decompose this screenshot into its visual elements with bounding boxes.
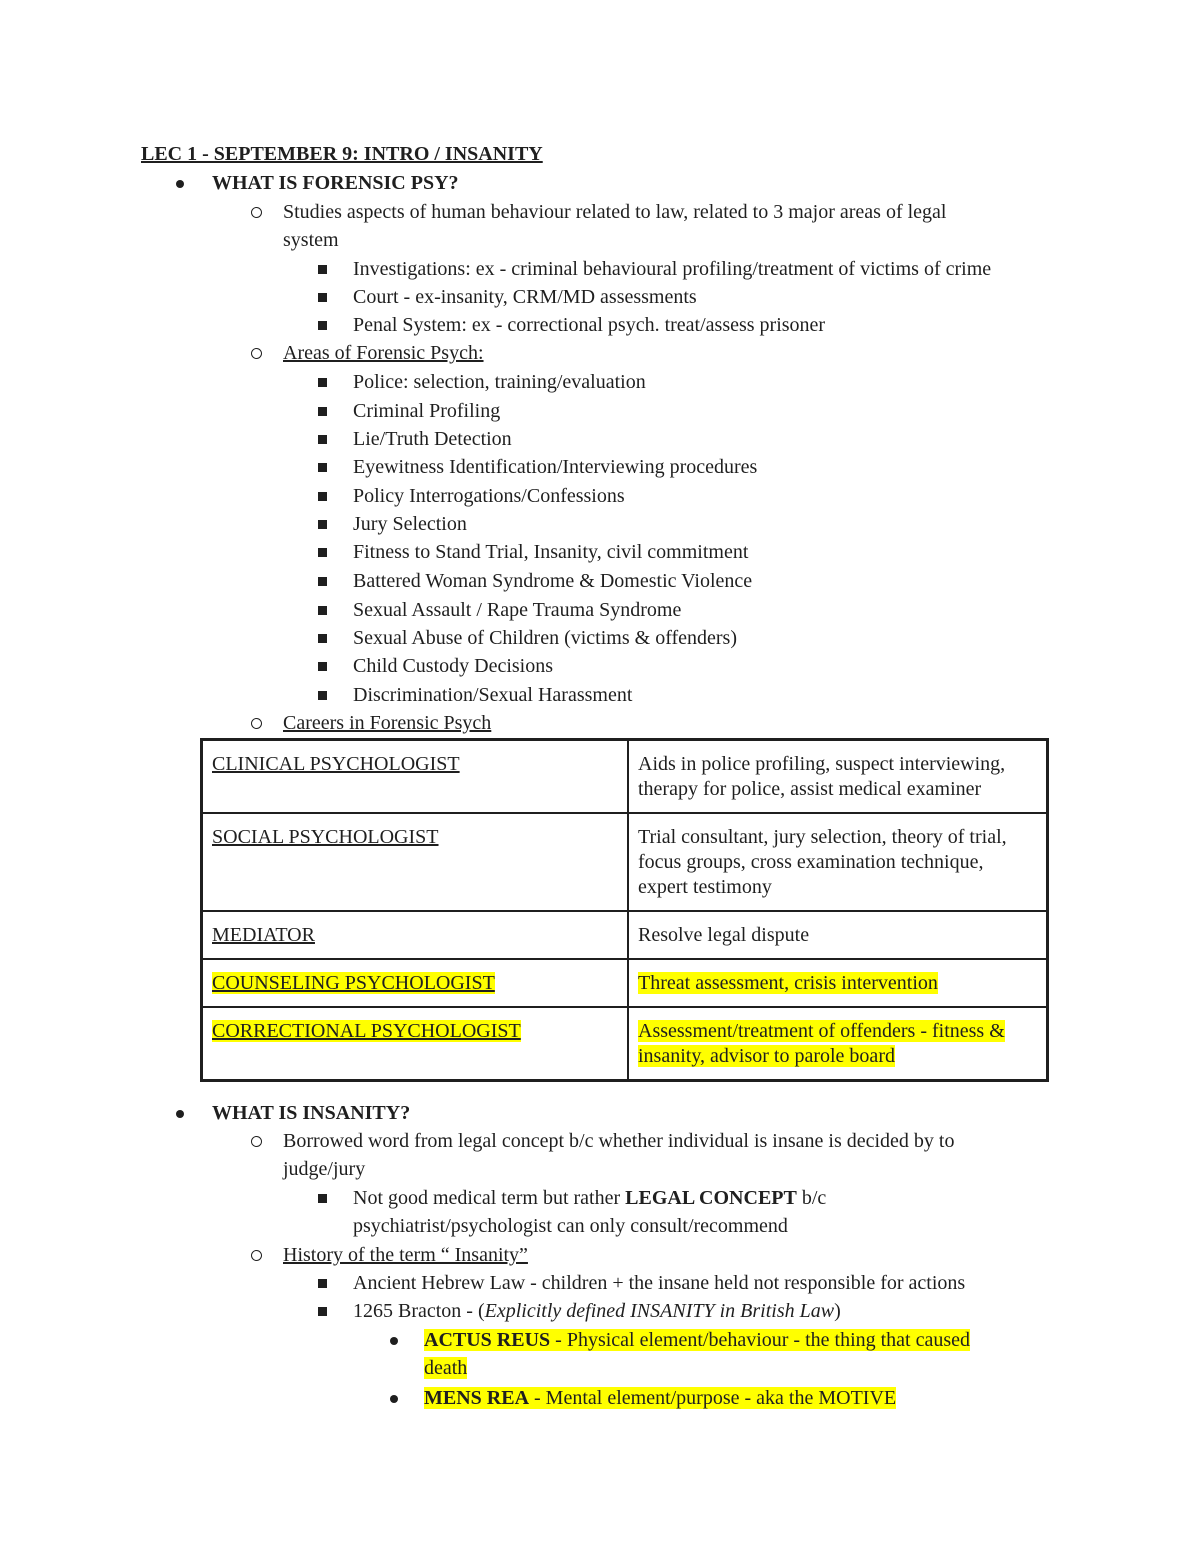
medical-text-end: b/c bbox=[796, 1187, 827, 1209]
bullet-square-icon bbox=[318, 634, 327, 643]
table-cell-role bbox=[202, 911, 629, 959]
medical-term-line-1 bbox=[353, 1184, 826, 1212]
list-item: Sexual Abuse of Children (victims & offenders) bbox=[353, 627, 738, 649]
list-item: Eyewitness Identification/Interviewing procedures bbox=[353, 456, 758, 478]
mens-rea-desc: - Mental element/purpose - aka the MOTIVE bbox=[529, 1387, 897, 1409]
bullet-square-icon bbox=[318, 1307, 327, 1316]
table-cell-desc bbox=[628, 959, 1048, 1007]
bullet-square-icon bbox=[318, 378, 327, 387]
career-desc: Trial consultant, jury selection, theory of trial, focus groups, cross examination technique, expert testimony bbox=[638, 826, 1007, 898]
bullet-square-icon bbox=[318, 520, 327, 529]
career-desc: Assessment/treatment of offenders - fitness & insanity, advisor to parole board bbox=[638, 1020, 1005, 1067]
bullet-filled-icon bbox=[390, 1337, 398, 1345]
bracton-italic-text: Explicitly defined INSANITY in British Law bbox=[484, 1300, 835, 1322]
table-cell-role bbox=[202, 813, 629, 911]
career-role: CORRECTIONAL PSYCHOLOGIST bbox=[212, 1020, 521, 1042]
actus-reus-desc-end: death bbox=[424, 1357, 468, 1379]
list-item: Policy Interrogations/Confessions bbox=[353, 485, 625, 507]
table-cell-desc bbox=[628, 911, 1048, 959]
bracton-text-end: ) bbox=[834, 1300, 841, 1322]
table-cell-role bbox=[202, 959, 629, 1007]
career-role: MEDIATOR bbox=[212, 924, 315, 946]
table-row bbox=[202, 740, 1048, 814]
bullet-square-icon bbox=[318, 293, 327, 302]
medical-text: Not good medical term but rather bbox=[353, 1187, 626, 1209]
bullet-square-icon bbox=[318, 1279, 327, 1288]
bullet-hollow-icon bbox=[251, 1250, 262, 1261]
history-heading: History of the term “ Insanity” bbox=[283, 1244, 528, 1266]
actus-reus-line-1 bbox=[424, 1326, 970, 1354]
table-row bbox=[202, 959, 1048, 1007]
list-item: Lie/Truth Detection bbox=[353, 428, 512, 450]
table-cell-role bbox=[202, 1007, 629, 1081]
borrowed-line-2: judge/jury bbox=[283, 1158, 366, 1180]
bullet-square-icon bbox=[318, 548, 327, 557]
actus-reus-line-2 bbox=[424, 1354, 467, 1382]
definition-line-1: Studies aspects of human behaviour related to law, related to 3 major areas of legal bbox=[283, 201, 947, 223]
mens-rea-line bbox=[424, 1384, 896, 1412]
section-heading-insanity: WHAT IS INSANITY? bbox=[212, 1102, 411, 1124]
bullet-square-icon bbox=[318, 435, 327, 444]
bullet-square-icon bbox=[318, 1194, 327, 1203]
list-item: Penal System: ex - correctional psych. treat/assess prisoner bbox=[353, 314, 826, 336]
career-desc: Aids in police profiling, suspect interviewing, therapy for police, assist medical examiner bbox=[638, 753, 1006, 800]
career-role: CLINICAL PSYCHOLOGIST bbox=[212, 753, 460, 775]
borrowed-line-1: Borrowed word from legal concept b/c whether individual is insane is decided by to bbox=[283, 1130, 955, 1152]
list-item: Investigations: ex - criminal behavioural profiling/treatment of victims of crime bbox=[353, 258, 992, 280]
career-role: SOCIAL PSYCHOLOGIST bbox=[212, 826, 439, 848]
career-desc: Threat assessment, crisis intervention bbox=[638, 972, 938, 994]
table-row bbox=[202, 1007, 1048, 1081]
areas-heading: Areas of Forensic Psych: bbox=[283, 342, 484, 364]
medical-term-line-2: psychiatrist/psychologist can only consult/recommend bbox=[353, 1215, 788, 1237]
list-item: Battered Woman Syndrome & Domestic Violence bbox=[353, 570, 753, 592]
careers-heading: Careers in Forensic Psych bbox=[283, 712, 492, 734]
table-row bbox=[202, 911, 1048, 959]
bullet-square-icon bbox=[318, 407, 327, 416]
career-desc: Resolve legal dispute bbox=[638, 924, 810, 946]
bullet-hollow-icon bbox=[251, 1136, 262, 1147]
bullet-filled-icon bbox=[176, 180, 184, 188]
bullet-hollow-icon bbox=[251, 348, 262, 359]
list-item: Ancient Hebrew Law - children + the insane held not responsible for actions bbox=[353, 1272, 966, 1294]
bullet-square-icon bbox=[318, 492, 327, 501]
section-heading-forensic: WHAT IS FORENSIC PSY? bbox=[212, 172, 459, 194]
bullet-filled-icon bbox=[176, 1110, 184, 1118]
bullet-square-icon bbox=[318, 606, 327, 615]
bullet-square-icon bbox=[318, 321, 327, 330]
list-item: Court - ex-insanity, CRM/MD assessments bbox=[353, 286, 697, 308]
list-item: Discrimination/Sexual Harassment bbox=[353, 684, 633, 706]
page-title: LEC 1 - SEPTEMBER 9: INTRO / INSANITY bbox=[141, 143, 543, 165]
table-cell-desc bbox=[628, 813, 1048, 911]
list-item: Sexual Assault / Rape Trauma Syndrome bbox=[353, 599, 682, 621]
list-item bbox=[353, 1297, 841, 1325]
careers-table bbox=[200, 738, 1049, 1082]
bullet-square-icon bbox=[318, 265, 327, 274]
bullet-filled-icon bbox=[390, 1395, 398, 1403]
bullet-square-icon bbox=[318, 662, 327, 671]
mens-rea-term: MENS REA bbox=[424, 1387, 530, 1409]
list-item: Fitness to Stand Trial, Insanity, civil commitment bbox=[353, 541, 749, 563]
bullet-hollow-icon bbox=[251, 718, 262, 729]
actus-reus-desc: - Physical element/behaviour - the thing that caused bbox=[550, 1329, 971, 1351]
table-cell-role bbox=[202, 740, 629, 814]
career-role: COUNSELING PSYCHOLOGIST bbox=[212, 972, 495, 994]
table-cell-desc bbox=[628, 740, 1048, 814]
bullet-square-icon bbox=[318, 577, 327, 586]
bullet-square-icon bbox=[318, 463, 327, 472]
list-item: Police: selection, training/evaluation bbox=[353, 371, 646, 393]
table-cell-desc bbox=[628, 1007, 1048, 1081]
bullet-hollow-icon bbox=[251, 207, 262, 218]
bullet-square-icon bbox=[318, 691, 327, 700]
table-row bbox=[202, 813, 1048, 911]
legal-concept-text: LEGAL CONCEPT bbox=[625, 1187, 797, 1209]
list-item: Criminal Profiling bbox=[353, 400, 501, 422]
definition-line-2: system bbox=[283, 229, 339, 251]
list-item: Child Custody Decisions bbox=[353, 655, 554, 677]
bracton-text: 1265 Bracton - ( bbox=[353, 1300, 485, 1322]
actus-reus-term: ACTUS REUS bbox=[424, 1329, 551, 1351]
list-item: Jury Selection bbox=[353, 513, 467, 535]
